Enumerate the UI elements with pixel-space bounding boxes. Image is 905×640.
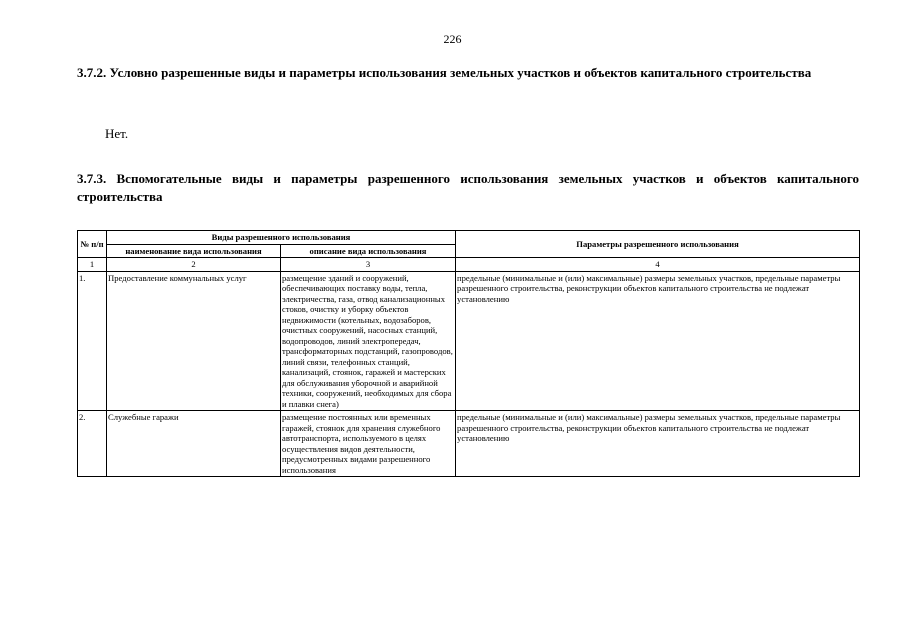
use-description: размещение зданий и сооружений, обеспечивающих поставку воды, тепла, электричества, газа, отвод канализационных стоков, очистку и уборку объектов недвижимости (котельных, водозаборов, очистных сооружений, насосных станций, водопроводов, линий электропередач, трансформаторных подстанций, газопроводов, линий связи, телефонных станций, канализаций, стоянок, гаражей и мастерских для обслуживания уборочной и аварийной техники, сооружений, необходимых для сбора и плавки снега) — [281, 271, 456, 411]
section-text-none: Нет. — [105, 126, 129, 141]
use-description: размещение постоянных или временных гаражей, стоянок для хранения служебного автотранспорта, используемого в целях осуществления видов деятельности, предусмотренных видами разрешенного использования — [281, 411, 456, 477]
table-row — [78, 271, 860, 411]
row-number: 1. — [78, 271, 107, 411]
table-header-row — [78, 231, 860, 245]
column-numbers-row — [78, 258, 860, 272]
page-number: 226 — [443, 32, 462, 46]
header-use-description: описание вида использования — [281, 244, 456, 258]
column-number: 4 — [456, 258, 860, 272]
column-number: 1 — [78, 258, 107, 272]
header-uses-group: Виды разрешенного использования — [107, 231, 456, 245]
permitted-uses-table — [77, 230, 860, 477]
header-num: № п/п — [78, 231, 107, 258]
use-name: Служебные гаражи — [107, 411, 281, 477]
use-params: предельные (минимальные и (или) максимальные) размеры земельных участков, предельные параметры разрешенного строительства, реконструкции объектов капитального строительства не подлежат установлению — [456, 411, 860, 477]
row-number: 2. — [78, 411, 107, 477]
column-number: 2 — [107, 258, 281, 272]
section-heading-conditional-uses: 3.7.2. Условно разрешенные виды и параметры использования земельных участков и объектов капитального строительства — [77, 65, 812, 80]
table-row — [78, 411, 860, 477]
use-params: предельные (минимальные и (или) максимальные) размеры земельных участков, предельные параметры разрешенного строительства, реконструкции объектов капитального строительства не подлежат установлению — [456, 271, 860, 411]
header-use-name: наименование вида использования — [107, 244, 281, 258]
section-heading-auxiliary-uses: 3.7.3. Вспомогательные виды и параметры разрешенного использования земельных участков и объектов капитального строительства — [77, 171, 859, 204]
use-name: Предоставление коммунальных услуг — [107, 271, 281, 411]
column-number: 3 — [281, 258, 456, 272]
header-params: Параметры разрешенного использования — [456, 231, 860, 258]
